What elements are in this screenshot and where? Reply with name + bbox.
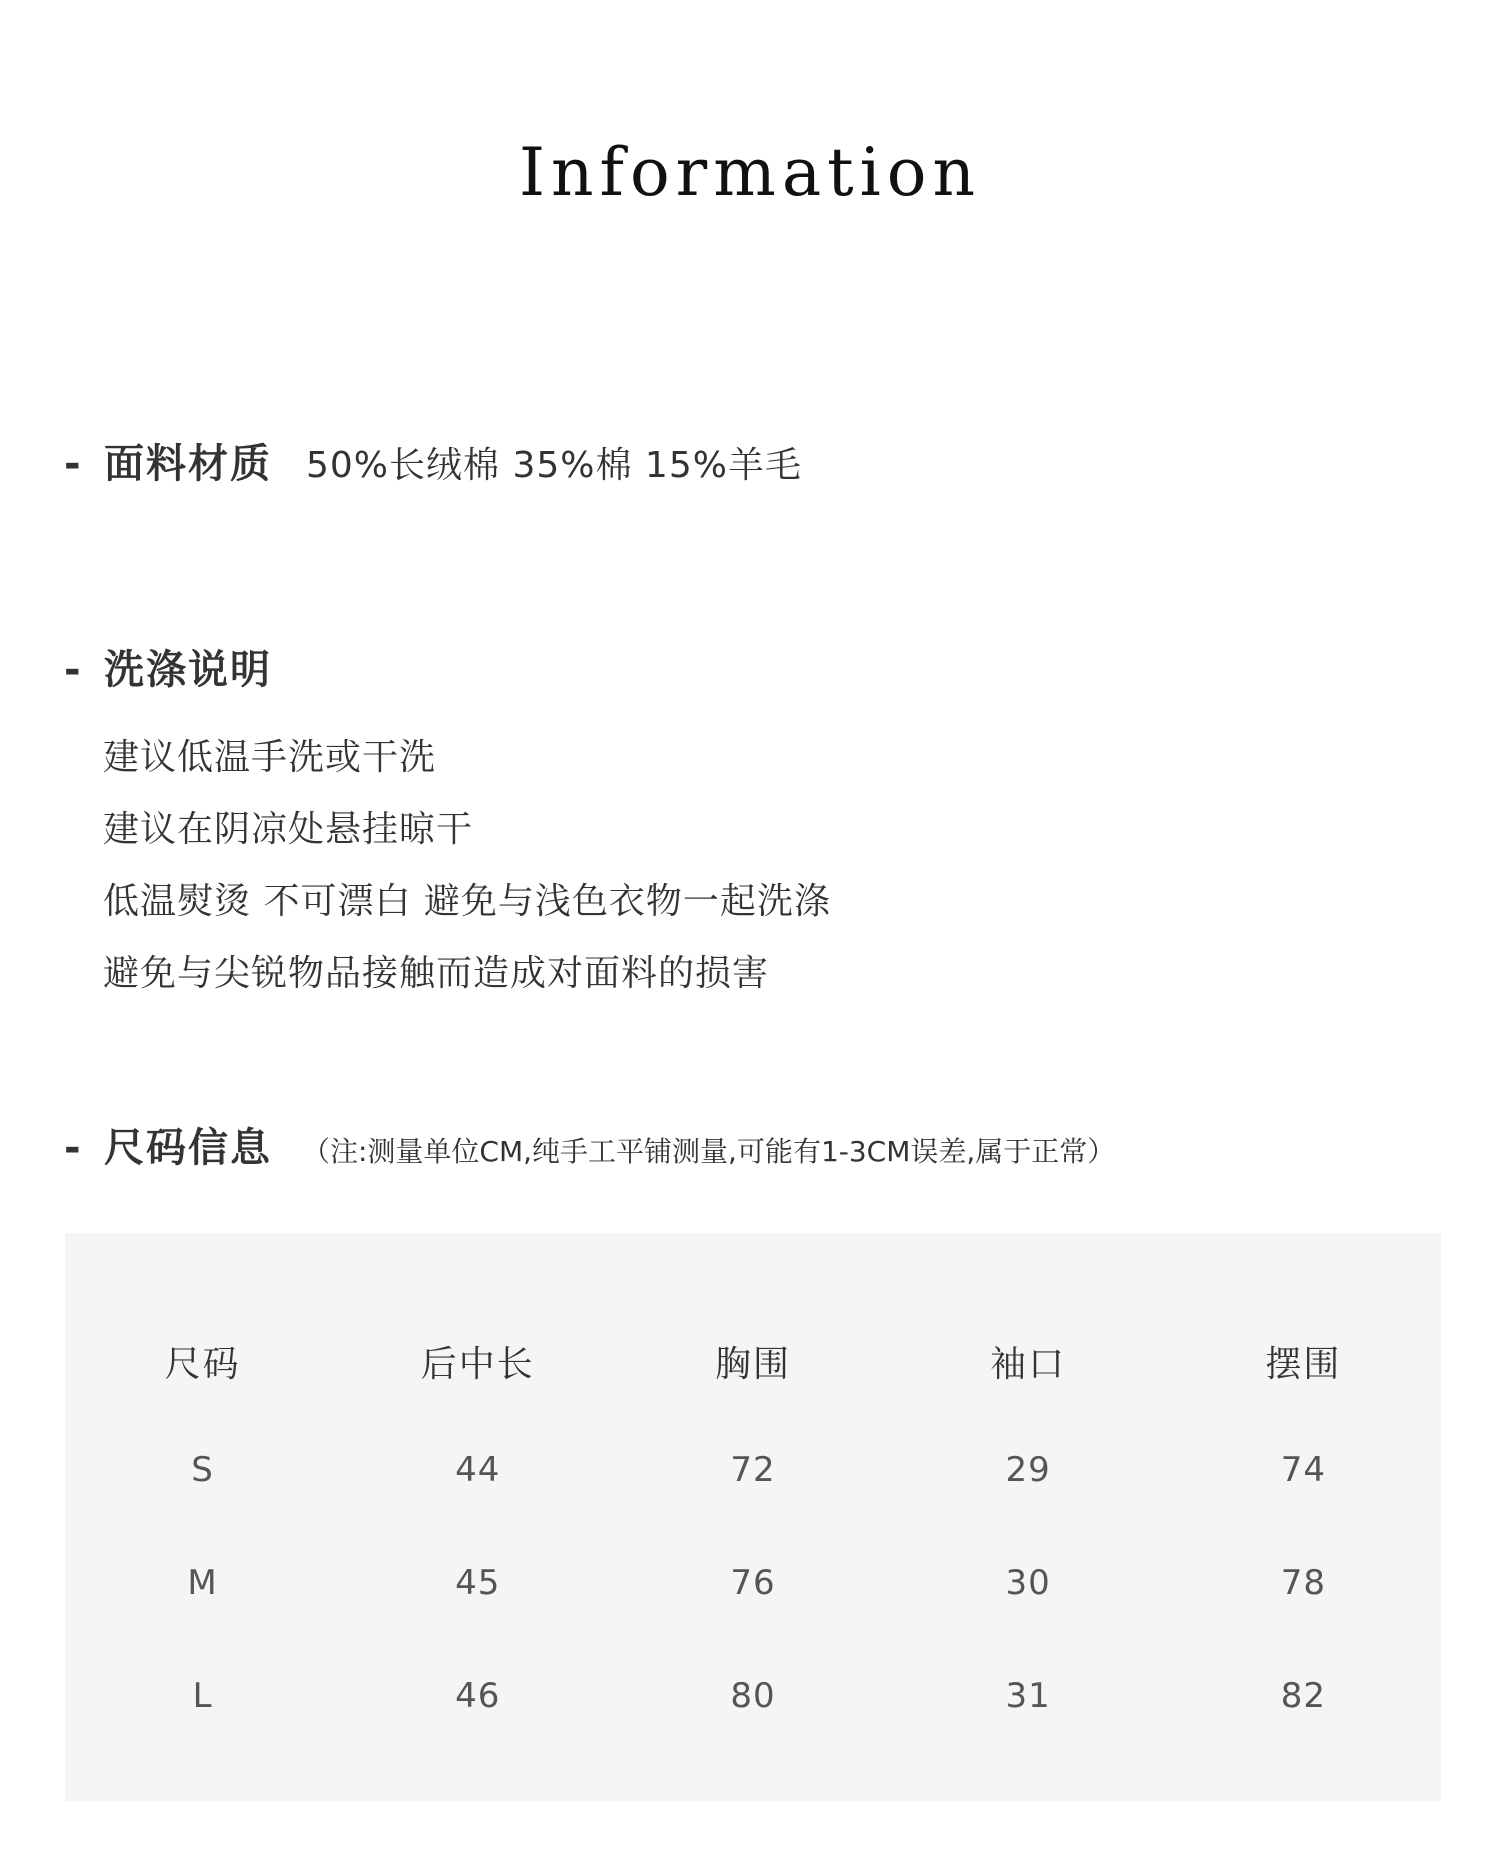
table-cell: 72: [730, 1449, 776, 1490]
column-header: 后中长: [420, 1343, 535, 1385]
table-cell: 46: [455, 1675, 501, 1716]
table-cell: 82: [1280, 1675, 1326, 1716]
care-line: 建议低温手洗或干洗: [103, 737, 437, 778]
table-cell: 78: [1280, 1562, 1326, 1603]
size-table: [65, 1233, 1441, 1752]
table-cell: 29: [1005, 1449, 1051, 1490]
table-header-row: [65, 1233, 1441, 1413]
material-section: [64, 432, 802, 489]
care-line: 低温熨烫 不可漂白 避免与浅色衣物一起洗涤: [103, 881, 831, 922]
table-row: [65, 1639, 1441, 1752]
size-table-panel: [65, 1233, 1441, 1801]
column-header: 摆围: [1265, 1343, 1342, 1385]
section-dash: -: [64, 441, 81, 487]
care-instructions: [103, 722, 831, 1010]
table-cell: 74: [1280, 1449, 1326, 1490]
care-section: [64, 638, 272, 695]
care-line: 避免与尖锐物品接触而造成对面料的损害: [103, 953, 770, 994]
section-dash: -: [64, 647, 81, 693]
section-dash: -: [64, 1125, 81, 1171]
table-cell: 31: [1005, 1675, 1051, 1716]
size-heading: 尺码信息: [104, 1125, 272, 1171]
table-row: [65, 1526, 1441, 1639]
table-cell: 80: [730, 1675, 776, 1716]
table-cell: L: [192, 1675, 213, 1716]
table-cell: M: [187, 1562, 218, 1603]
table-cell: 45: [455, 1562, 501, 1603]
table-row: [65, 1413, 1441, 1526]
table-cell: 44: [455, 1449, 501, 1490]
table-cell: 76: [730, 1562, 776, 1603]
page-title: Information: [518, 134, 982, 211]
table-cell: 30: [1005, 1562, 1051, 1603]
care-line: 建议在阴凉处悬挂晾干: [103, 809, 474, 850]
care-heading: 洗涤说明: [104, 647, 272, 693]
table-cell: S: [191, 1449, 214, 1490]
size-note: （注:测量单位CM,纯手工平铺测量,可能有1-3CM误差,属于正常）: [302, 1135, 1116, 1168]
material-value: 50%长绒棉 35%棉 15%羊毛: [306, 445, 802, 486]
column-header: 袖口: [990, 1343, 1067, 1385]
column-header: 尺码: [164, 1343, 241, 1385]
material-heading: 面料材质: [104, 441, 272, 487]
size-section: [64, 1116, 1115, 1173]
column-header: 胸围: [714, 1343, 791, 1385]
